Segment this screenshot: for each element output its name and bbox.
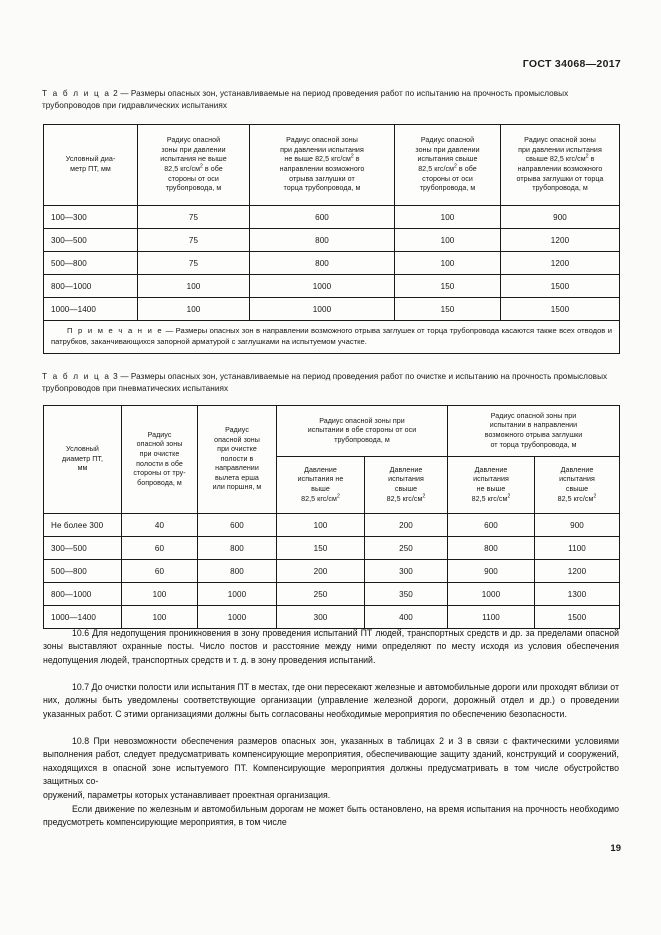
table2-r0-c3: 100	[395, 206, 501, 229]
table3-wrapper	[43, 405, 620, 629]
paragraph-10-6: 10.6 Для недопущения проникновения в зону проведения испытаний ПТ людей, транспортных средств и др. за пределами опасной зоны выставляют охранные посты. Число постов и расстояние между ними определяют по месту исходя из условия обеспечения недопущения людей, транспортных средств и т. д. в зону проведения испытаний.	[43, 628, 619, 665]
table2-caption	[42, 88, 620, 111]
table3-r1-c4: 250	[365, 537, 448, 560]
table3-caption-number: 3	[113, 372, 119, 381]
table3-body	[44, 514, 620, 629]
table3-r1-c6: 1100	[535, 537, 620, 560]
table3-r2-c0: 500—800	[44, 560, 122, 583]
table2-r2-c3: 100	[395, 252, 501, 275]
table2-r0-c1: 75	[138, 206, 250, 229]
table2-r1-c1: 75	[138, 229, 250, 252]
table3-r0-c4: 200	[365, 514, 448, 537]
table2-r1-c3: 100	[395, 229, 501, 252]
table3-caption-text: — Размеры опасных зон, устанавливаемые на период проведения работ по очистке и испытанию на прочность промысловых трубопроводов при пневматических испытаниях	[42, 372, 608, 393]
table3-r1-c3: 150	[277, 537, 365, 560]
table3-r0-c6: 900	[535, 514, 620, 537]
table3-header-row-1	[44, 406, 620, 457]
table3-r0-c1: 40	[122, 514, 198, 537]
table3-r4-c5: 1100	[448, 606, 535, 629]
table3-caption-label: Т а б л и ц а	[42, 372, 111, 381]
table2-note-row	[44, 321, 620, 354]
table3-r3-c5: 1000	[448, 583, 535, 606]
table2-caption-number: 2	[113, 89, 119, 98]
table3-r2-c3: 200	[277, 560, 365, 583]
table2-r3-c3: 150	[395, 275, 501, 298]
paragraph-10-7: 10.7 До очистки полости или испытания ПТ в местах, где они пересекают железные и автомобильные дороги или проходят вблизи от них, должны быть уведомлены соответствующие организации (управление железной дороги, дорожный отдел и др.) о проведении указанных работ. С этими организациями должны быть согласованы необходимые мероприятия по обеспечению безопасности.	[43, 682, 619, 719]
table2-r1-c0: 300—500	[44, 229, 138, 252]
table3-r1-c1: 60	[122, 537, 198, 560]
table2-r0-c4: 900	[501, 206, 620, 229]
table2-r2-c2: 800	[250, 252, 395, 275]
table3-r2-c2: 800	[198, 560, 277, 583]
table2-r3-c1: 100	[138, 275, 250, 298]
table2-r2-c1: 75	[138, 252, 250, 275]
table3-sub-header-1: Давление испытания не выше 82,5 кгс/$см^2$	[277, 457, 365, 514]
table3-r2-c6: 1200	[535, 560, 620, 583]
table2-col-header-dn: Условный диа- метр ПТ, мм	[44, 125, 138, 206]
table3	[43, 405, 620, 629]
table2-note-label: П р и м е ч а н и е	[67, 326, 164, 335]
page-sheet	[41, 0, 621, 935]
table-row	[44, 229, 620, 252]
table2-r2-c0: 500—800	[44, 252, 138, 275]
table-row	[44, 514, 620, 537]
table3-r3-c3: 250	[277, 583, 365, 606]
table3-r2-c5: 900	[448, 560, 535, 583]
table2-r1-c4: 1200	[501, 229, 620, 252]
table3-r3-c6: 1300	[535, 583, 620, 606]
table2-r4-c2: 1000	[250, 298, 395, 321]
table3-r0-c0: Не более 300	[44, 514, 122, 537]
table2-r0-c2: 600	[250, 206, 395, 229]
table2-note-text: — Размеры опасных зон в направлении возможного отрыва заглушек от торца трубопровода касаются также всех отводов и патрубков, заканчивающихся запорной арматурой с заглушками на испытуемом участке.	[51, 326, 612, 347]
table2-header-row	[44, 125, 620, 206]
table-row	[44, 298, 620, 321]
paragraph-10-8-continuation: оружений, параметры которых устанавливает проектная организация.	[43, 790, 331, 800]
table2-r3-c0: 800—1000	[44, 275, 138, 298]
table3-r3-c1: 100	[122, 583, 198, 606]
table2-col-header-1: Радиус опасной зоны при давлении испытания не выше 82,5 кгс/$см^2$ в обе стороны от оси трубопровода, м	[138, 125, 250, 206]
table3-r0-c3: 100	[277, 514, 365, 537]
table2-note	[44, 321, 620, 354]
table2-r4-c3: 150	[395, 298, 501, 321]
table3-r4-c2: 1000	[198, 606, 277, 629]
table3-group-header-end-direction: Радиус опасной зоны при испытании в направлении возможного отрыва заглушки от торца трубопровода, м	[448, 406, 620, 457]
table3-r0-c5: 600	[448, 514, 535, 537]
table2-r4-c4: 1500	[501, 298, 620, 321]
table2-col-header-2: Радиус опасной зоны при давлении испытания не выше 82,5 кгс/$см^2$ в направлении возможного отрыва заглушки от торца трубопровода, м	[250, 125, 395, 206]
table3-sub-header-2: Давление испытания свыше 82,5 кгс/$см^2$	[365, 457, 448, 514]
paragraph-10-8: 10.8 При невозможности обеспечения размеров опасных зон, указанных в таблицах 2 и 3 в связи с фактическими условиями выполнения работ, следует предусматривать компенсирующие мероприятия, обеспечивающие защиту зданий, конструкций и сооружений, находящихся в опасной зоне испытуемого ПТ. Компенсирующие мероприятия должны предусматривать в том числе обустройство защитных со-	[43, 736, 619, 787]
table3-r3-c2: 1000	[198, 583, 277, 606]
table2	[43, 124, 620, 354]
table3-caption	[42, 371, 620, 394]
standard-header: ГОСТ 34068—2017	[522, 58, 621, 70]
table-row	[44, 560, 620, 583]
table-row	[44, 252, 620, 275]
table3-col-header-clean-dir: Радиус опасной зоны при очистке полости в направлении вылета ерша или поршня, м	[198, 406, 277, 514]
table2-r4-c0: 1000—1400	[44, 298, 138, 321]
table3-r4-c1: 100	[122, 606, 198, 629]
table3-r4-c4: 400	[365, 606, 448, 629]
paragraph-10-9: Если движение по железным и автомобильным дорогам не может быть остановлено, на время испытания на прочность необходимо предусмотреть компенсирующие мероприятия, в том числе	[43, 804, 619, 828]
table3-col-header-clean-both: Радиус опасной зоны при очистке полости в обе стороны от тру- бопровода, м	[122, 406, 198, 514]
table-row	[44, 275, 620, 298]
table-row	[44, 206, 620, 229]
table-row	[44, 606, 620, 629]
table2-r4-c1: 100	[138, 298, 250, 321]
table2-r3-c2: 1000	[250, 275, 395, 298]
table2-r3-c4: 1500	[501, 275, 620, 298]
table2-col-header-3: Радиус опасной зоны при давлении испытания свыше 82,5 кгс/$см^2$ в обе стороны от оси трубопровода, м	[395, 125, 501, 206]
table2-col-header-4: Радиус опасной зоны при давлении испытания свыше 82,5 кгс/$см^2$ в направлении возможного отрыва заглушки от торца трубопровода, м	[501, 125, 620, 206]
table3-r4-c3: 300	[277, 606, 365, 629]
table2-r0-c0: 100—300	[44, 206, 138, 229]
table2-r2-c4: 1200	[501, 252, 620, 275]
table3-sub-header-3: Давление испытания не выше 82,5 кгс/$см^2$	[448, 457, 535, 514]
table3-sub-header-4: Давление испытания свыше 82,5 кгс/$см^2$	[535, 457, 620, 514]
table3-r1-c5: 800	[448, 537, 535, 560]
table2-body	[44, 206, 620, 354]
table-row	[44, 537, 620, 560]
table3-r4-c0: 1000—1400	[44, 606, 122, 629]
table3-r3-c4: 350	[365, 583, 448, 606]
table3-r4-c6: 1500	[535, 606, 620, 629]
table3-r0-c2: 600	[198, 514, 277, 537]
table3-col-header-dn: Условный диаметр ПТ, мм	[44, 406, 122, 514]
table3-group-header-both-sides: Радиус опасной зоны при испытании в обе стороны от оси трубопровода, м	[277, 406, 448, 457]
table2-caption-text: — Размеры опасных зон, устанавливаемые на период проведения работ по испытанию на прочность промысловых трубопроводов при гидравлических испытаниях	[42, 89, 569, 110]
table2-caption-label: Т а б л и ц а	[42, 89, 111, 98]
table3-r1-c2: 800	[198, 537, 277, 560]
table3-r1-c0: 300—500	[44, 537, 122, 560]
table3-r3-c0: 800—1000	[44, 583, 122, 606]
table-row	[44, 583, 620, 606]
table2-r1-c2: 800	[250, 229, 395, 252]
table2-wrapper	[43, 124, 620, 354]
table3-r2-c1: 60	[122, 560, 198, 583]
page-number: 19	[610, 843, 621, 854]
table3-r2-c4: 300	[365, 560, 448, 583]
